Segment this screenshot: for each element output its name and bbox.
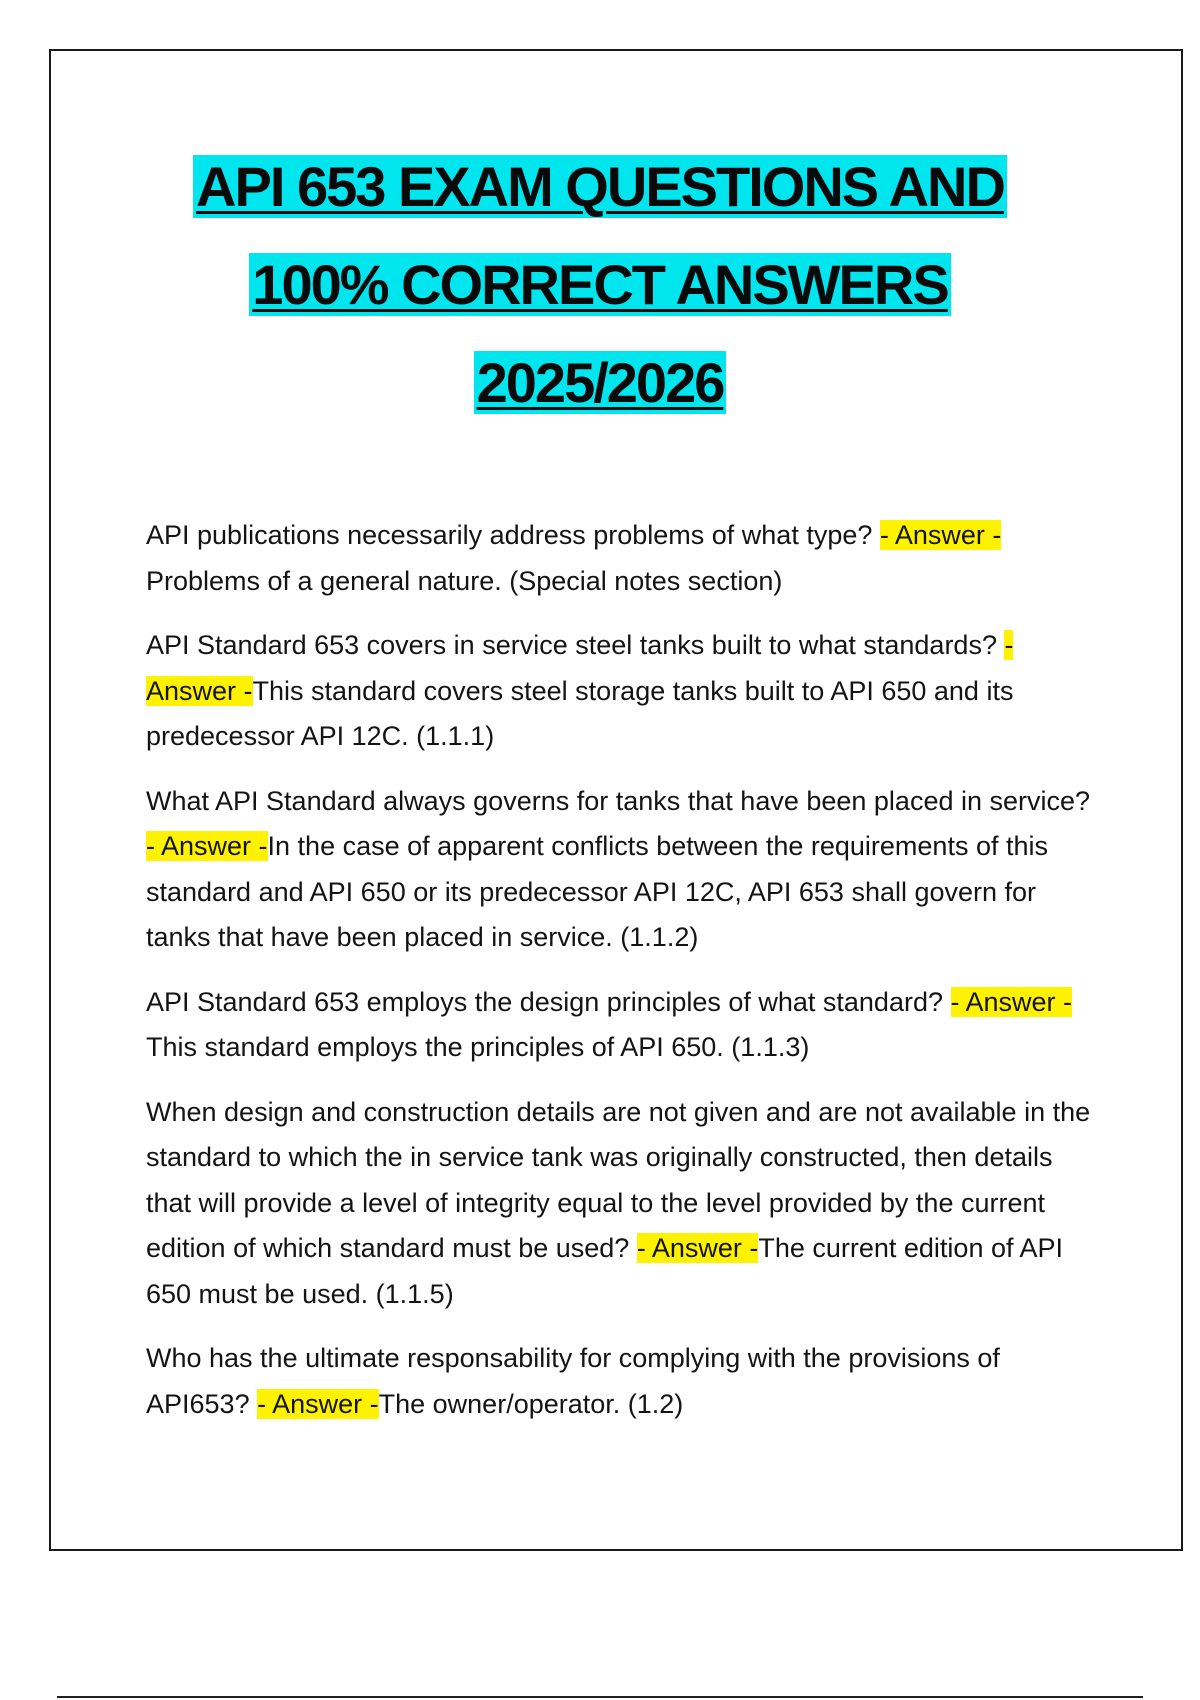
title-line-1 — [0, 138, 1200, 236]
qa-item — [146, 513, 1096, 604]
title-line-3-text: 2025/2026 — [474, 351, 727, 414]
answer-marker: - Answer - — [950, 986, 1073, 1017]
question-text: API Standard 653 covers in service steel tanks built to what standards? — [146, 630, 1005, 660]
answer-text: The current edition of API 650 must be used. (1.1.5) — [146, 1233, 1064, 1309]
answer-marker: - Answer - — [257, 1388, 379, 1419]
qa-item — [146, 980, 1096, 1071]
title-line-1-text: API 653 EXAM QUESTIONS AND — [193, 155, 1007, 218]
qa-item — [146, 1336, 1096, 1427]
question-text: API Standard 653 employs the design principles of what standard? — [146, 986, 951, 1017]
question-text: API publications necessarily address problems of what type? — [146, 520, 880, 550]
qa-item — [146, 1090, 1096, 1318]
answer-marker: - Answer - — [636, 1233, 759, 1263]
question-text: What API Standard always governs for tanks that have been placed in service? — [146, 785, 1091, 816]
answer-text: Problems of a general nature. (Special notes section) — [146, 565, 783, 596]
answer-marker: - Answer - — [146, 831, 268, 861]
qa-list — [146, 513, 1096, 1446]
title-line-2 — [0, 236, 1200, 334]
answer-marker: - Answer - — [146, 630, 1014, 706]
answer-text: In the case of apparent conflicts between the requirements of this standard and API 650 or its predecessor API 12C, API 653 shall govern for tanks that have been placed in service. (1.1.2) — [146, 831, 1048, 952]
answer-text: This standard covers steel storage tanks built to API 650 and its predecessor API 12C. (1.1.1) — [146, 675, 1014, 751]
answer-marker: - Answer - — [879, 520, 1002, 550]
document-title — [0, 138, 1200, 432]
title-line-2-text: 100% CORRECT ANSWERS — [249, 253, 950, 316]
qa-item — [146, 623, 1096, 760]
page-bottom-rule — [57, 1696, 1143, 1698]
question-text: Who has the ultimate responsability for complying with the provisions of API653? — [146, 1343, 1000, 1419]
answer-text: This standard employs the principles of API 650. (1.1.3) — [146, 1032, 810, 1062]
title-line-3 — [0, 334, 1200, 432]
qa-item — [146, 779, 1096, 961]
question-text: When design and construction details are not given and are not available in the standard to which the in service tank was originally constructed, then details that will provide a level of integrity equal to the level provided by the current edition of which standard must be used? — [146, 1096, 1091, 1263]
answer-text: The owner/operator. (1.2) — [378, 1388, 684, 1419]
